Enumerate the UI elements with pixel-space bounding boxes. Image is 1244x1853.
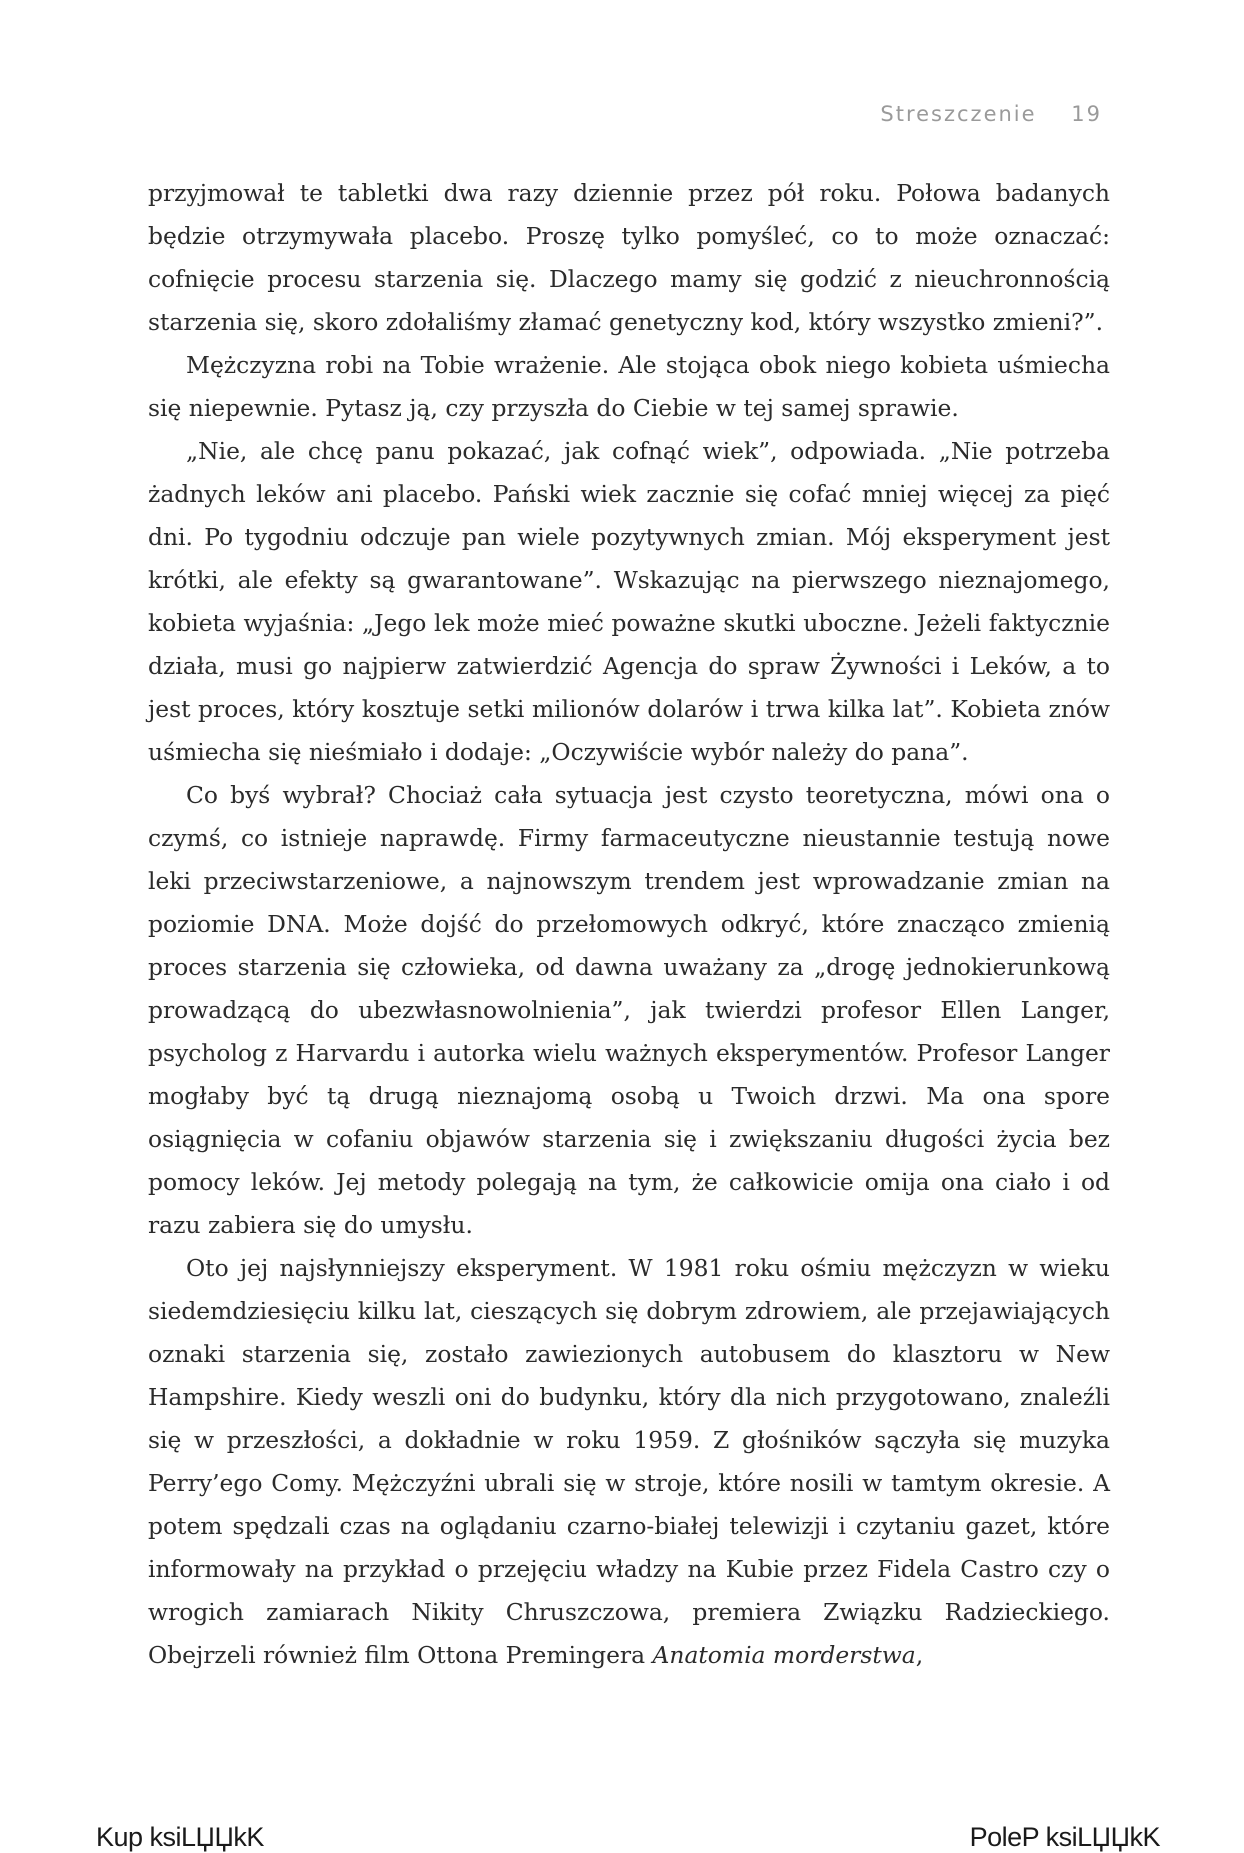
paragraph-1: przyjmował te tabletki dwa razy dziennie przez pół roku. Połowa badanych będzie otrzymywała placebo. Proszę tylko pomyśleć, co to może oznaczać: cofnięcie procesu starzenia się. Dlaczego mamy się godzić z nieuchronnością starzenia się, skoro zdołaliśmy złamać genetyczny kod, który wszystko zmieni?”. — [148, 179, 1110, 336]
paragraph-2: Mężczyzna robi na Tobie wrażenie. Ale stojąca obok niego kobieta uśmiecha się niepewnie. Pytasz ją, czy przyszła do Ciebie w tej samej sprawie. — [148, 351, 1110, 422]
buy-book-link[interactable]: Kup ksiLЏЏkK — [96, 1822, 264, 1852]
paragraph-4: Co byś wybrał? Chociaż cała sytuacja jest czysto teoretyczna, mówi ona o czymś, co istnieje naprawdę. Firmy farmaceutyczne nieustannie testują nowe leki przeciwstarzeniowe, a najnowszym trendem jest wprowadzanie zmian na poziomie DNA. Może dojść do przełomowych odkryć, które znacząco zmienią proces starzenia się człowieka, od dawna uważany za „drogę jednokierunkową prowadzącą do ubezwłasnowolnienia”, jak twierdzi profesor Ellen Langer, psycholog z Harvardu i autorka wielu ważnych eksperymentów. Profesor Langer mogłaby być tą drugą nieznajomą osobą u Twoich drzwi. Ma ona spore osiągnięcia w cofaniu objawów starzenia się i zwiększaniu długości życia bez pomocy leków. Jej metody polegają na tym, że całkowicie omija ona ciało i od razu zabiera się do umysłu. — [148, 781, 1110, 1239]
paragraph-5-tail: , — [915, 1641, 924, 1669]
page-number: 19 — [1071, 102, 1102, 126]
body-text — [148, 172, 1110, 1677]
section-title: Streszczenie — [880, 102, 1037, 126]
paragraph-5 — [148, 1247, 1110, 1677]
recommend-book-link[interactable]: PoleP ksiLЏЏkK — [969, 1822, 1160, 1852]
paragraph-5-text: Oto jej najsłynniejszy eksperyment. W 1981 roku ośmiu mężczyzn w wieku siedemdziesięciu kilku lat, cieszących się dobrym zdrowiem, ale przejawiających oznaki starzenia się, zostało zawiezionych autobusem do klasztoru w New Hampshire. Kiedy weszli oni do budynku, który dla nich przygotowano, znaleźli się w przeszłości, a dokładnie w roku 1959. Z głośników sączyła się muzyka Perry’ego Comy. Mężczyźni ubrali się w stroje, które nosili w tamtym okresie. A potem spędzali czas na oglądaniu czarno-białej telewizji i czytaniu gazet, które informowały na przykład o przejęciu władzy na Kubie przez Fidela Castro czy o wrogich zamiarach Nikity Chruszczowa, premiera Związku Radzieckiego. Obejrzeli również film Ottona Premingera — [148, 1254, 1110, 1669]
book-title: Anatomia morderstwa — [652, 1641, 916, 1669]
running-header — [880, 102, 1102, 126]
paragraph-3: „Nie, ale chcę panu pokazać, jak cofnąć wiek”, odpowiada. „Nie potrzeba żadnych leków ani placebo. Pański wiek zacznie się cofać mniej więcej za pięć dni. Po tygodniu odczuje pan wiele pozytywnych zmian. Mój eksperyment jest krótki, ale efekty są gwarantowane”. Wskazując na pierwszego nieznajomego, kobieta wyjaśnia: „Jego lek może mieć poważne skutki uboczne. Jeżeli faktycznie działa, musi go najpierw zatwierdzić Agencja do spraw Żywności i Leków, a to jest proces, który kosztuje setki milionów dolarów i trwa kilka lat”. Kobieta znów uśmiecha się nieśmiało i dodaje: „Oczywiście wybór należy do pana”. — [148, 437, 1110, 766]
